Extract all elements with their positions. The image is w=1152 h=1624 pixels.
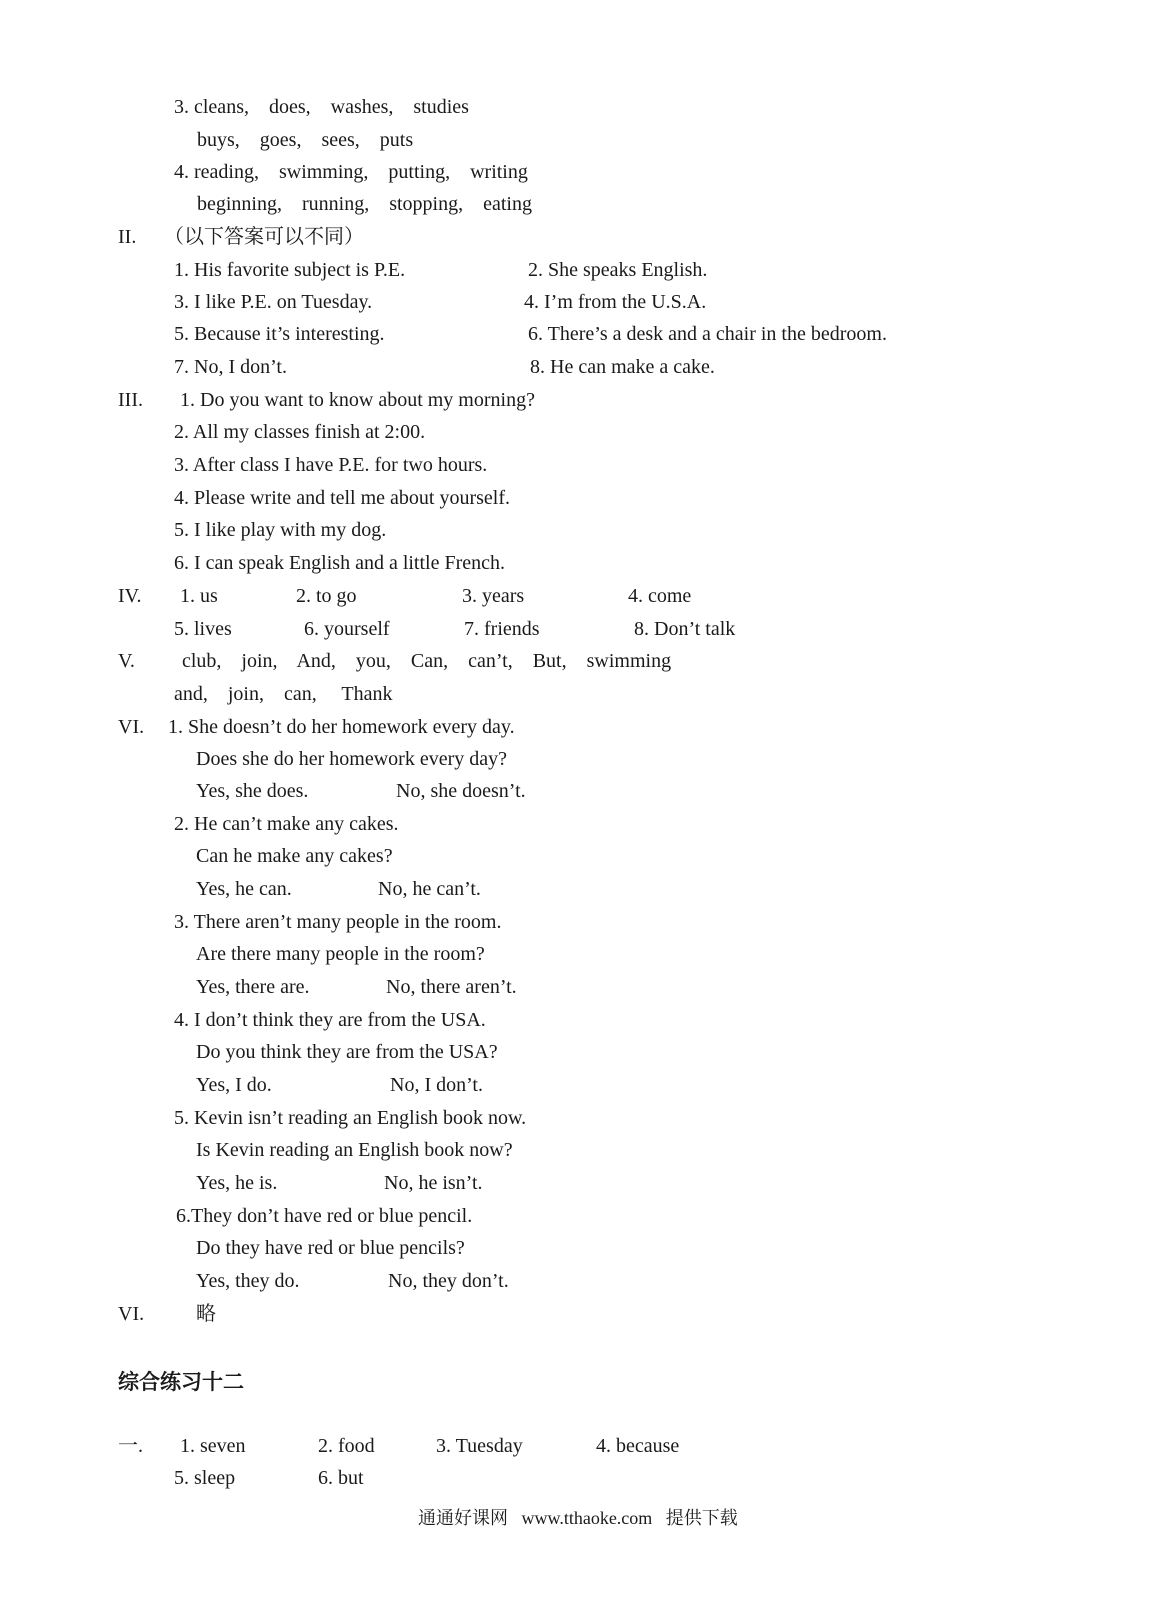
answer-line: 4. Please write and tell me about yourself. [174, 487, 511, 509]
answer-line: 3. There aren’t many people in the room. [174, 911, 502, 933]
answer-line: beginning, running, stopping, eating [197, 193, 532, 215]
answer-line: No, she doesn’t. [396, 780, 526, 802]
answer-item: 6. yourself [304, 618, 390, 640]
answer-item: 2. to go [296, 585, 357, 607]
answer-line: 5. Because it’s interesting. [174, 323, 385, 345]
answer-line: Can he make any cakes? [196, 845, 393, 867]
answer-line: Yes, they do. [196, 1270, 300, 1292]
answer-line: 4. I’m from the U.S.A. [524, 291, 707, 313]
answer-line: Yes, I do. [196, 1074, 272, 1096]
answer-line: No, he isn’t. [384, 1172, 483, 1194]
answer-line: No, there aren’t. [386, 976, 517, 998]
answer-line: Do you think they are from the USA? [196, 1041, 498, 1063]
answer-line: 8. He can make a cake. [530, 356, 715, 378]
answer-line: Are there many people in the room? [196, 943, 485, 965]
section-number: 一. [118, 1435, 143, 1457]
answer-item: 2. food [318, 1435, 375, 1457]
answer-line: 略 [196, 1303, 216, 1325]
answer-line: 1. Do you want to know about my morning? [180, 389, 535, 411]
exercise-heading: 综合练习十二 [118, 1370, 244, 1394]
answer-line: Do they have red or blue pencils? [196, 1237, 465, 1259]
answer-line: buys, goes, sees, puts [197, 129, 414, 151]
section-number: VI. [118, 1303, 145, 1325]
answer-line: Yes, she does. [196, 780, 309, 802]
answer-line: Is Kevin reading an English book now? [196, 1139, 513, 1161]
answer-item: 7. friends [464, 618, 540, 640]
answer-line: 3. After class I have P.E. for two hours. [174, 454, 488, 476]
answer-line: 1. His favorite subject is P.E. [174, 259, 406, 281]
answer-item: 6. but [318, 1467, 364, 1489]
answer-item: 5. sleep [174, 1467, 236, 1489]
answer-line: 2. He can’t make any cakes. [174, 813, 399, 835]
answer-line: 1. She doesn’t do her homework every day. [168, 716, 515, 738]
answer-line: 2. She speaks English. [528, 259, 708, 281]
answer-line: Yes, there are. [196, 976, 310, 998]
answer-line: No, they don’t. [388, 1270, 509, 1292]
answer-line: 4. reading, swimming, putting, writing [174, 161, 528, 183]
page-footer: 通通好课网 www.tthaoke.com 提供下载 [418, 1508, 738, 1528]
answer-line: 5. I like play with my dog. [174, 519, 387, 541]
answer-line: No, I don’t. [390, 1074, 483, 1096]
answer-item: 5. lives [174, 618, 232, 640]
section-note: （以下答案可以不同） [164, 226, 364, 248]
answer-line: Yes, he can. [196, 878, 292, 900]
answer-line: 6. I can speak English and a little French. [174, 552, 506, 574]
answer-line: club, join, And, you, Can, can’t, But, swimming [182, 650, 672, 672]
answer-item: 4. come [628, 585, 692, 607]
section-number: VI. [118, 716, 145, 738]
answer-line: and, join, can, Thank [174, 683, 393, 705]
answer-line: 2. All my classes finish at 2:00. [174, 421, 426, 443]
section-number: II. [118, 226, 137, 248]
answer-line: 3. cleans, does, washes, studies [174, 96, 469, 118]
answer-line: 6.They don’t have red or blue pencil. [176, 1205, 473, 1227]
answer-line: 7. No, I don’t. [174, 356, 287, 378]
answer-item: 3. Tuesday [436, 1435, 523, 1457]
answer-line: 4. I don’t think they are from the USA. [174, 1009, 486, 1031]
answer-item: 1. seven [180, 1435, 246, 1457]
answer-line: Yes, he is. [196, 1172, 278, 1194]
section-number: III. [118, 389, 143, 411]
answer-item: 3. years [462, 585, 525, 607]
answer-line: 5. Kevin isn’t reading an English book now. [174, 1107, 527, 1129]
answer-line: 6. There’s a desk and a chair in the bedroom. [528, 323, 887, 345]
section-number: V. [118, 650, 135, 672]
answer-item: 4. because [596, 1435, 680, 1457]
answer-line: No, he can’t. [378, 878, 481, 900]
answer-line: 3. I like P.E. on Tuesday. [174, 291, 373, 313]
answer-item: 8. Don’t talk [634, 618, 736, 640]
answer-line: Does she do her homework every day? [196, 748, 508, 770]
section-number: IV. [118, 585, 142, 607]
answer-item: 1. us [180, 585, 218, 607]
